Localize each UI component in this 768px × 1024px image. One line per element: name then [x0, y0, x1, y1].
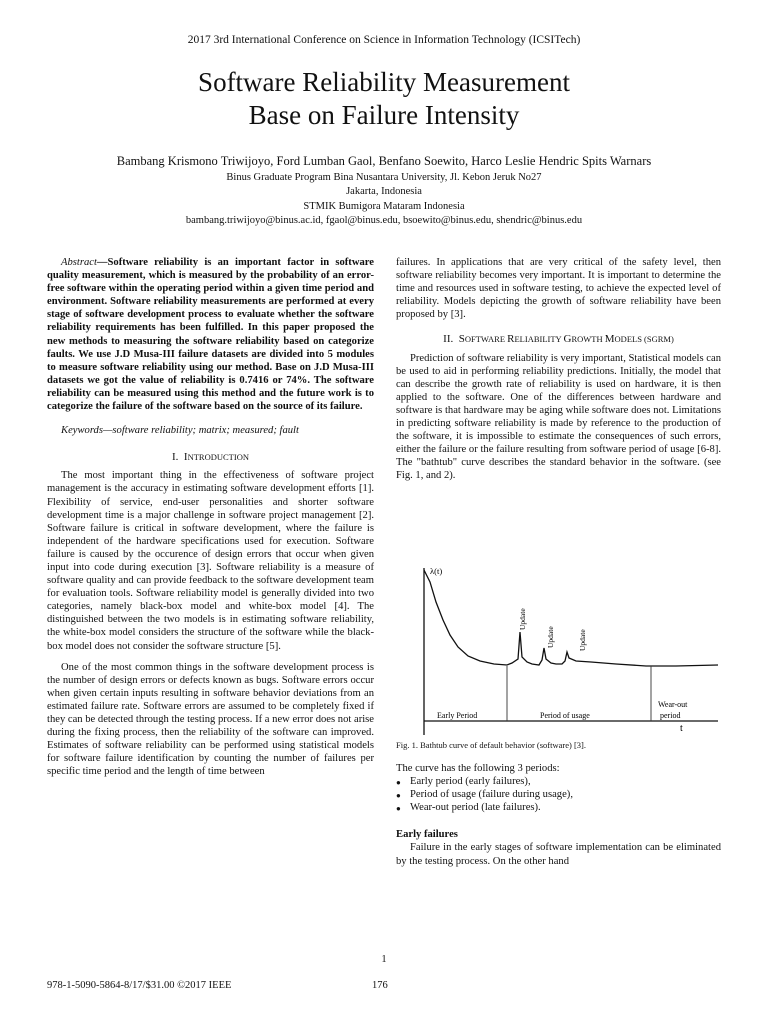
intro-paragraph-2: One of the most common things in the software development process is the number of design errors or defects known as bugs. Software errors occur when given certain inputs resulting in software behavior deviations from an estimated failure rate. Software errors are assumed to be completely fixed if they can be detected through the testing process. If a new error does not arise during the fixing process, then the reliability of the software can improved. Estimates of software reliability can be performed using statistical models for software failure identification by counting the number of failures per specific time period and the length of time between [47, 661, 374, 778]
update-label-3: Update [578, 629, 587, 651]
early-failures-heading: Early failures [396, 829, 458, 841]
paper-title [0, 66, 768, 132]
early-period-label: Early Period [437, 711, 478, 720]
journal-page-number: 176 [372, 980, 388, 991]
list-item: ● Period of usage (failure during usage), [396, 788, 721, 801]
list-item: ● Early period (early failures), [396, 775, 721, 788]
list-item: ● Wear-out period (late failures). [396, 801, 721, 814]
author-emails: bambang.triwijoyo@binus.ac.id, fgaol@binus.edu, bsoewito@binus.edu, shendric@binus.edu [185, 215, 583, 226]
affiliation-line-3: STMIK Bumigora Mataram Indonesia [303, 201, 465, 212]
abstract-label: Abstract [61, 257, 97, 268]
keywords: Keywords—software reliability; matrix; measured; fault [61, 425, 299, 437]
affiliation-line-2: Jakarta, Indonesia [346, 186, 422, 197]
x-axis-label: t [680, 723, 683, 734]
page-number: 1 [381, 954, 387, 965]
section-1-heading: I. INTRODUCTION [172, 451, 249, 464]
failure-rate-curve [424, 570, 718, 666]
figure-caption: Fig. 1. Bathtub curve of default behavior (software) [3]. [396, 740, 587, 750]
wear-out-period-label: period [660, 711, 681, 720]
early-failures-paragraph: Failure in the early stages of software implementation can be eliminated by the testing process. On the other hand [396, 842, 721, 867]
right-column [396, 256, 721, 483]
update-label-2: Update [546, 626, 555, 648]
update-label-1: Update [518, 608, 527, 630]
y-axis-label: λ(t) [430, 566, 443, 576]
conference-header: 2017 3rd International Conference on Science in Information Technology (ICSITech) [187, 34, 581, 46]
bathtub-curve-figure [396, 550, 726, 735]
periods-intro: The curve has the following 3 periods: [396, 763, 560, 774]
title-line-2: Base on Failure Intensity [248, 100, 520, 130]
abstract [47, 256, 374, 413]
usage-period-label: Period of usage [540, 711, 590, 720]
intro-paragraph-1: The most important thing in the effectiveness of software project management is the accuracy in estimating software development efforts [1]. Flexibility of service, end-user personalities and shorter software development time is a major challenge in software project management [2]. Software failure is critical in software development, where the failure is independent of the hardware specifications used for execution. Software failure is caused by the occurence of design errors that occur when given input into code during execution [3]. Software reliability is a measure of software quality and can provide feedback to the software development team for evaluation tools. Software reliability model is generally divided into two categories, namely black-box model and white-box model [4]. The distinguished between the two models is in estimating software reliability, the white-box model considers the structure of the software while the black-box model does not consider the software structure [5]. [47, 470, 374, 652]
isbn-line: 978-1-5090-5864-8/17/$31.00 ©2017 IEEE [47, 980, 232, 991]
abstract-text: —Software reliability is an important factor in software quality measurement, which is measured by the probability of an error-free software within the operating period within a given time period and environment. Software reliability measurements are performed at every stage of software development process to evaluate whether the software reliability requirements has been fulfilled. In this paper proposed the new methods to measuring the software reliability based on categorize faults. We use J.D Musa-III failure datasets are divided into 5 modules to measure software reliability using our method. Base on J.D Musa-III datasets we got the value of reliability is 0.7416 or 74%. The software reliability can be measured using this method and the future work is to categorize the failure of the software based on the source of its failure. [47, 257, 374, 413]
title-line-1: Software Reliability Measurement [198, 67, 570, 97]
periods-list [396, 775, 721, 814]
affiliation-line-1: Binus Graduate Program Bina Nusantara University, Jl. Kebon Jeruk No27 [226, 172, 542, 183]
continued-paragraph: failures. In applications that are very critical of the safety level, then software reliability becomes very important. It is important to determine the time and resources used in software testing, to achieve the expected level of reliability. Models depicting the growth of software reliability have been proposed by [3]. [396, 257, 721, 321]
right-column-lower [396, 762, 721, 868]
wear-out-label: Wear-out [658, 700, 688, 709]
author-list: Bambang Krismono Triwijoyo, Ford Lumban Gaol, Benfano Soewito, Harco Leslie Hendric Spits Warnars [116, 154, 652, 168]
section-2-heading: II. SOFTWARE RELIABILITY GROWTH MODELS (SGRM) [443, 333, 674, 346]
sgrm-paragraph: Prediction of software reliability is very important, Statistical models can be used to aid in performing reliability predictions. Initially, the model that can describe the growth rate of reliability is used on hardware, it is then applied to the software. One of the differences between hardware and software is that hardware may be aging while software does not. Limitations in predicting software reliability is made by reference to the production of the software, it is impossible to estimate the consequences of such errors, either the failure or the failure resulting from software period of usage [6-8]. The "bathtub" curve describes the standard behavior in the software. (see Fig. 1, and 2). [396, 352, 721, 482]
left-column [47, 256, 374, 778]
